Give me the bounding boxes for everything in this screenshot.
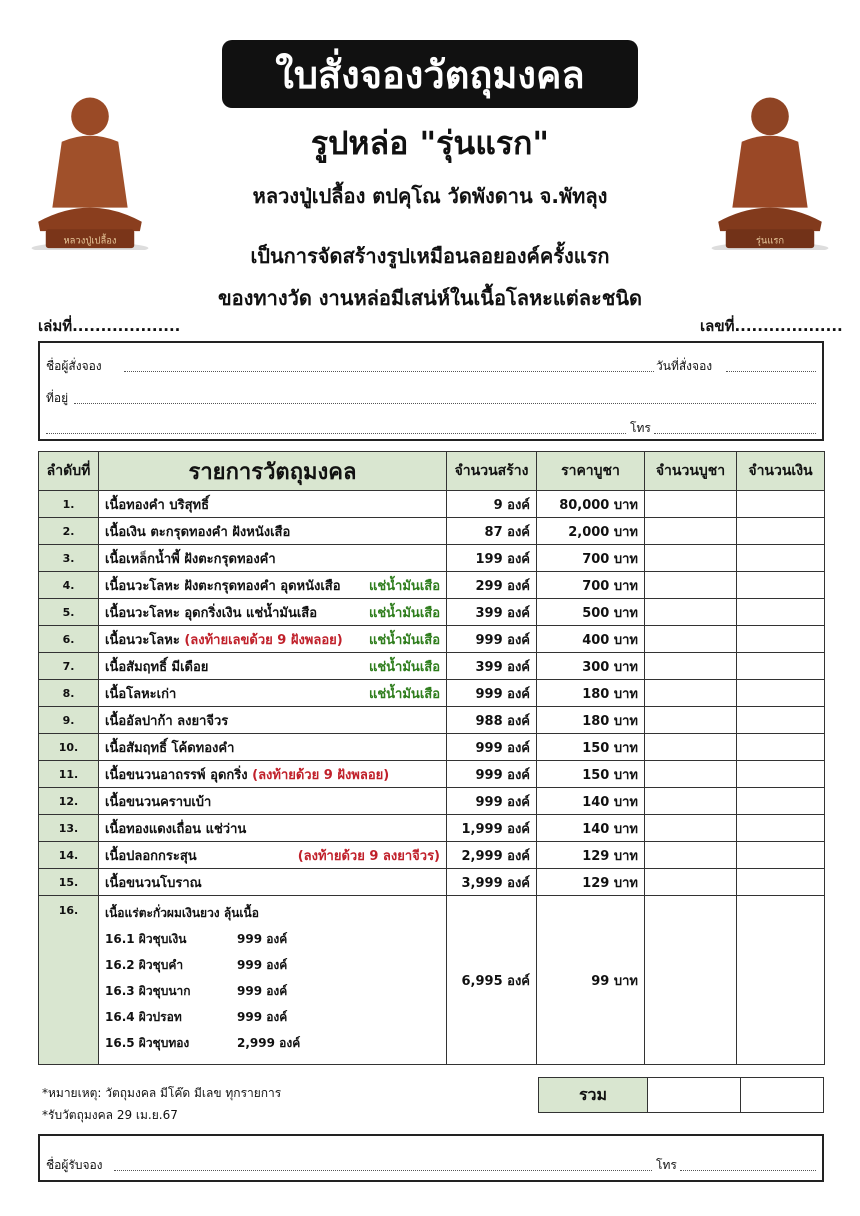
address-input-line-2[interactable] — [46, 433, 626, 434]
order-date-input[interactable] — [726, 371, 816, 372]
table-row — [39, 626, 825, 653]
order-qty-input[interactable] — [645, 896, 737, 1065]
table-row — [39, 842, 825, 869]
row-price: 400 บาท — [537, 626, 645, 653]
note-code: *หมายเหตุ: วัตถุมงคล มีโค๊ด มีเลข ทุกรายการ — [42, 1086, 282, 1100]
monk-name: หลวงปู่เปลื้อง ตปคุโณ วัดพังดาน จ.พัทลุง — [252, 184, 608, 208]
amount-input[interactable] — [737, 680, 825, 707]
row-item: เนื้ออัลปาก้า ลงยาจีวร — [99, 707, 447, 734]
order-qty-input[interactable] — [645, 788, 737, 815]
row16-title: เนื้อแร่ตะกั่วผมเงินยวง ลุ้นเนื้อ — [105, 905, 259, 920]
row-qty: 999 องค์ — [447, 680, 537, 707]
row-qty: 1,999 องค์ — [447, 815, 537, 842]
header-qty: จำนวนสร้าง — [447, 452, 537, 491]
order-qty-input[interactable] — [645, 518, 737, 545]
row-no: 6. — [39, 626, 99, 653]
table-row — [39, 707, 825, 734]
order-qty-input[interactable] — [645, 707, 737, 734]
statue-right-label: รุ่นแรก — [755, 235, 785, 247]
sub-item: 16.1 ผิวชุบเงิน 999 องค์ — [105, 931, 288, 946]
total-amount-input[interactable] — [741, 1078, 823, 1112]
row-qty: 988 องค์ — [447, 707, 537, 734]
sub-item: 16.3 ผิวชุบนาก 999 องค์ — [105, 983, 288, 998]
header-item: รายการวัตถุมงคล — [99, 452, 447, 491]
table-row — [39, 599, 825, 626]
total-label: รวม — [539, 1078, 648, 1112]
order-qty-input[interactable] — [645, 653, 737, 680]
statue-front-image — [25, 90, 155, 250]
row-price: 150 บาท — [537, 734, 645, 761]
row-no: 9. — [39, 707, 99, 734]
sub-item: 16.5 ผิวชุบทอง 2,999 องค์ — [105, 1035, 301, 1050]
row-item: เนื้อนวะโลหะ อุดกริ่งเงิน แช่น้ำมันเสือ แช่น้ำมันเสือ — [99, 599, 447, 626]
row-item: เนื้อนวะโลหะ (ลงท้ายเลขด้วย 9 ฝังพลอย) แช่น้ำมันเสือ — [99, 626, 447, 653]
row-no: 3. — [39, 545, 99, 572]
row-price: 150 บาท — [537, 761, 645, 788]
row-item: เนื้อปลอกกระสุน (ลงท้ายด้วย 9 ลงยาจีวร) — [99, 842, 447, 869]
row-item: เนื้อเงิน ตะกรุดทองคำ ฝังหนังเสือ — [99, 518, 447, 545]
amount-input[interactable] — [737, 815, 825, 842]
receiver-box — [38, 1134, 824, 1182]
sub-item: 16.2 ผิวชุบคำ 999 องค์ — [105, 957, 288, 972]
table-row — [39, 491, 825, 518]
order-qty-input[interactable] — [645, 869, 737, 896]
row-qty: 399 องค์ — [447, 653, 537, 680]
row-qty: 999 องค์ — [447, 788, 537, 815]
customer-name-label: ชื่อผู้สั่งจอง — [46, 359, 102, 373]
row-price: 500 บาท — [537, 599, 645, 626]
row-price: 140 บาท — [537, 788, 645, 815]
note-receive-date: *รับวัตถุมงคล 29 เม.ย.67 — [42, 1108, 178, 1122]
sub-item: 16.4 ผิวปรอท 999 องค์ — [105, 1009, 288, 1024]
header-amount: จำนวนเงิน — [737, 452, 825, 491]
row-no: 14. — [39, 842, 99, 869]
row-price: 700 บาท — [537, 572, 645, 599]
row-item: เนื้อขนวนอาถรรพ์ อุดกริ่ง (ลงท้ายด้วย 9 ฝังพลอย) — [99, 761, 447, 788]
table-row — [39, 815, 825, 842]
order-date-label: วันที่สั่งจอง — [656, 359, 713, 373]
row-price: 80,000 บาท — [537, 491, 645, 518]
receiver-phone-label: โทร — [656, 1158, 677, 1172]
customer-info-box — [38, 341, 824, 441]
row-item: เนื้อขนวนโบราณ — [99, 869, 447, 896]
row-no: 5. — [39, 599, 99, 626]
row-price: 99 บาท — [537, 896, 645, 1065]
row-no: 12. — [39, 788, 99, 815]
amount-input[interactable] — [737, 491, 825, 518]
order-qty-input[interactable] — [645, 842, 737, 869]
amount-input[interactable] — [737, 653, 825, 680]
receiver-label: ชื่อผู้รับจอง — [46, 1158, 103, 1172]
table-row — [39, 680, 825, 707]
amount-input[interactable] — [737, 734, 825, 761]
phone-input[interactable] — [654, 433, 816, 434]
row-qty: 299 องค์ — [447, 572, 537, 599]
order-qty-input[interactable] — [645, 572, 737, 599]
row-no: 7. — [39, 653, 99, 680]
statue-back-image — [705, 90, 835, 250]
row-qty: 999 องค์ — [447, 734, 537, 761]
row-item: เนื้อสัมฤทธิ์ มีเดือย แช่น้ำมันเสือ — [99, 653, 447, 680]
row-item: เนื้อนวะโลหะ ฝังตะกรุดทองคำ อุดหนังเสือ แช่น้ำมันเสือ — [99, 572, 447, 599]
order-qty-input[interactable] — [645, 815, 737, 842]
document-title: ใบสั่งจองวัตถุมงคล — [222, 40, 638, 108]
amount-input[interactable] — [737, 545, 825, 572]
row-item: เนื้อขนวนคราบเบ้า — [99, 788, 447, 815]
row-price: 129 บาท — [537, 869, 645, 896]
row-item: เนื้อทองคำ บริสุทธิ์ — [99, 491, 447, 518]
order-qty-input[interactable] — [645, 680, 737, 707]
amount-input[interactable] — [737, 518, 825, 545]
receiver-phone-input[interactable] — [680, 1170, 816, 1171]
order-qty-input[interactable] — [645, 761, 737, 788]
total-row — [538, 1077, 824, 1113]
amount-input[interactable] — [737, 896, 825, 1065]
document-number-field[interactable]: เลขที่................... — [700, 317, 843, 335]
row-price: 180 บาท — [537, 680, 645, 707]
amount-input[interactable] — [737, 842, 825, 869]
amount-input[interactable] — [737, 707, 825, 734]
row-qty: 2,999 องค์ — [447, 842, 537, 869]
table-row — [39, 653, 825, 680]
row-no: 11. — [39, 761, 99, 788]
statue-left-label: หลวงปู่เปลื้อง — [63, 235, 117, 247]
header-price: ราคาบูชา — [537, 452, 645, 491]
row-qty: 6,995 องค์ — [447, 896, 537, 1065]
row-item: เนื้อสัมฤทธิ์ โค้ดทองคำ — [99, 734, 447, 761]
table-row-16 — [39, 896, 825, 1065]
row-qty: 3,999 องค์ — [447, 869, 537, 896]
amount-input[interactable] — [737, 788, 825, 815]
order-qty-input[interactable] — [645, 491, 737, 518]
order-qty-input[interactable] — [645, 599, 737, 626]
row-qty: 999 องค์ — [447, 626, 537, 653]
document-subtitle: รูปหล่อ "รุ่นแรก" — [310, 124, 550, 162]
description-line-2: ของทางวัด งานหล่อมีเสน่ห์ในเนื้อโลหะแต่ละชนิด — [217, 286, 642, 310]
row-no: 1. — [39, 491, 99, 518]
row-item: เนื้อเหล็กน้ำพี้ ฝังตะกรุดทองคำ — [99, 545, 447, 572]
table-row — [39, 572, 825, 599]
items-table — [38, 451, 825, 1065]
header-no: ลำดับที่ — [39, 452, 99, 491]
total-qty-input[interactable] — [648, 1078, 741, 1112]
row-price: 180 บาท — [537, 707, 645, 734]
address-label: ที่อยู่ — [46, 391, 69, 405]
row-qty: 9 องค์ — [447, 491, 537, 518]
customer-name-input[interactable] — [124, 371, 654, 372]
description-line-1: เป็นการจัดสร้างรูปเหมือนลอยองค์ครั้งแรก — [250, 244, 610, 268]
table-row — [39, 869, 825, 896]
receiver-input[interactable] — [114, 1170, 652, 1171]
table-row — [39, 788, 825, 815]
amount-input[interactable] — [737, 599, 825, 626]
row-no: 10. — [39, 734, 99, 761]
address-input[interactable] — [74, 403, 816, 404]
row-qty: 999 องค์ — [447, 761, 537, 788]
row-price: 2,000 บาท — [537, 518, 645, 545]
order-qty-input[interactable] — [645, 626, 737, 653]
table-row — [39, 761, 825, 788]
row-no: 13. — [39, 815, 99, 842]
order-qty-input[interactable] — [645, 734, 737, 761]
table-row — [39, 518, 825, 545]
row-no: 16. — [39, 896, 99, 1065]
phone-label: โทร — [630, 421, 651, 435]
row-no: 2. — [39, 518, 99, 545]
row-qty: 199 องค์ — [447, 545, 537, 572]
row-price: 140 บาท — [537, 815, 645, 842]
row-item: เนื้อโลหะเก่า แช่น้ำมันเสือ — [99, 680, 447, 707]
row-item — [99, 896, 447, 1065]
amount-input[interactable] — [737, 761, 825, 788]
row-qty: 87 องค์ — [447, 518, 537, 545]
amount-input[interactable] — [737, 869, 825, 896]
row-price: 700 บาท — [537, 545, 645, 572]
row-no: 4. — [39, 572, 99, 599]
amount-input[interactable] — [737, 572, 825, 599]
row-item: เนื้อทองแดงเถื่อน แช่ว่าน — [99, 815, 447, 842]
book-number-field[interactable]: เล่มที่................... — [38, 317, 181, 335]
row-qty: 399 องค์ — [447, 599, 537, 626]
table-row — [39, 734, 825, 761]
row-price: 129 บาท — [537, 842, 645, 869]
row-no: 15. — [39, 869, 99, 896]
order-qty-input[interactable] — [645, 545, 737, 572]
amount-input[interactable] — [737, 626, 825, 653]
header-order-qty: จำนวนบูชา — [645, 452, 737, 491]
row-price: 300 บาท — [537, 653, 645, 680]
table-row — [39, 545, 825, 572]
row-no: 8. — [39, 680, 99, 707]
